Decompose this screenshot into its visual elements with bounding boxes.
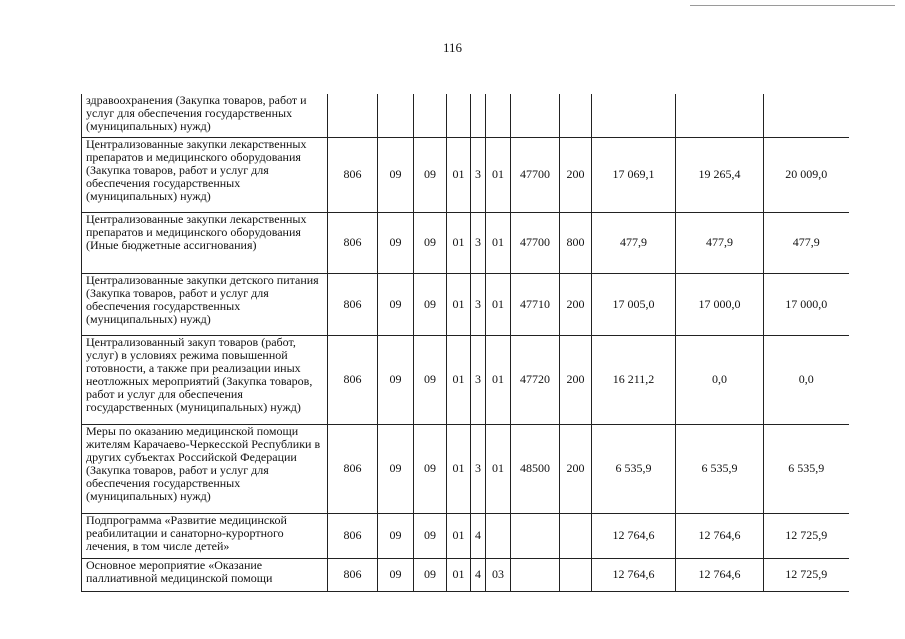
cell-admin-code: 806 [328, 212, 378, 273]
cell-section: 09 [378, 558, 414, 591]
row-name: Подпрограмма «Развитие медицинской реабилитации и санаторно-курортного лечения, в том числе детей» [82, 513, 328, 558]
cell-expense-type: 200 [560, 273, 592, 335]
cell-amount-2022: 477,9 [676, 212, 764, 273]
table-row [82, 513, 849, 558]
cell-subprogram: 3 [471, 212, 486, 273]
cell-direction: 47710 [511, 273, 560, 335]
cell-section: 09 [378, 335, 414, 424]
cell-amount-2023: 20 009,0 [764, 137, 849, 212]
cell-program: 01 [447, 558, 471, 591]
cell-amount-2023: 12 725,9 [764, 513, 849, 558]
cell-direction: 47700 [511, 137, 560, 212]
cell-subsection: 09 [414, 212, 447, 273]
budget-table [81, 94, 849, 592]
table-row [82, 558, 849, 591]
cell-amount-2022: 0,0 [676, 335, 764, 424]
cell-amount-2022: 17 000,0 [676, 273, 764, 335]
cell-section: 09 [378, 513, 414, 558]
cell-admin-code: 806 [328, 335, 378, 424]
cell-section: 09 [378, 212, 414, 273]
table-body [82, 94, 849, 591]
cell-section [378, 94, 414, 137]
cell-section: 09 [378, 137, 414, 212]
cell-direction: 47700 [511, 212, 560, 273]
cell-amount-2022 [676, 94, 764, 137]
cell-amount-2023: 0,0 [764, 335, 849, 424]
cell-amount-2023: 6 535,9 [764, 424, 849, 513]
cell-amount-2021: 17 005,0 [592, 273, 676, 335]
cell-measure: 01 [486, 137, 511, 212]
cell-expense-type: 200 [560, 424, 592, 513]
row-name: Меры по оказанию медицинской помощи жителям Карачаево-Черкесской Республики в других субъектах Российской Федерации (Закупка товаров, работ и услуг для обеспечения государственных (муниципальных) нужд) [82, 424, 328, 513]
cell-admin-code: 806 [328, 137, 378, 212]
cell-subsection: 09 [414, 335, 447, 424]
table-row [82, 212, 849, 273]
cell-measure: 01 [486, 212, 511, 273]
cell-expense-type: 200 [560, 335, 592, 424]
cell-program: 01 [447, 513, 471, 558]
page-number: 116 [442, 40, 463, 55]
cell-program: 01 [447, 335, 471, 424]
row-name: Централизованные закупки детского питания (Закупка товаров, работ и услуг для обеспечения государственных (муниципальных) нужд) [82, 273, 328, 335]
cell-amount-2023: 12 725,9 [764, 558, 849, 591]
cell-amount-2022: 6 535,9 [676, 424, 764, 513]
cell-amount-2021: 12 764,6 [592, 513, 676, 558]
row-name: Централизованные закупки лекарственных препаратов и медицинского оборудования (Закупка товаров, работ и услуг для обеспечения государственных (муниципальных) нужд) [82, 137, 328, 212]
table-row [82, 137, 849, 212]
cell-subsection: 09 [414, 137, 447, 212]
cell-amount-2021: 477,9 [592, 212, 676, 273]
cell-amount-2022: 12 764,6 [676, 558, 764, 591]
cell-subsection: 09 [414, 513, 447, 558]
cell-amount-2021: 17 069,1 [592, 137, 676, 212]
cell-expense-type [560, 558, 592, 591]
cell-amount-2021: 12 764,6 [592, 558, 676, 591]
cell-subsection: 09 [414, 558, 447, 591]
row-name: Централизованные закупки лекарственных препаратов и медицинского оборудования (Иные бюджетные ассигнования) [82, 212, 328, 273]
cell-amount-2023 [764, 94, 849, 137]
cell-section: 09 [378, 424, 414, 513]
cell-amount-2021 [592, 94, 676, 137]
table-row [82, 424, 849, 513]
cell-measure [486, 513, 511, 558]
cell-direction [511, 94, 560, 137]
row-name: Централизованный закуп товаров (работ, услуг) в условиях режима повышенной готовности, а также при реализации иных неотложных мероприятий (Закупка товаров, работ и услуг для обеспечения государственных (муниципальных) нужд) [82, 335, 328, 424]
cell-amount-2022: 19 265,4 [676, 137, 764, 212]
cell-expense-type: 200 [560, 137, 592, 212]
cell-amount-2023: 477,9 [764, 212, 849, 273]
cell-measure: 03 [486, 558, 511, 591]
cell-program: 01 [447, 273, 471, 335]
cell-measure: 01 [486, 335, 511, 424]
table-row [82, 335, 849, 424]
cell-subprogram: 4 [471, 513, 486, 558]
cell-program: 01 [447, 424, 471, 513]
top-edge-line [690, 5, 895, 6]
cell-admin-code: 806 [328, 273, 378, 335]
cell-program: 01 [447, 137, 471, 212]
cell-measure [486, 94, 511, 137]
cell-subsection: 09 [414, 273, 447, 335]
cell-admin-code: 806 [328, 513, 378, 558]
row-name: здравоохранения (Закупка товаров, работ и услуг для обеспечения государственных (муниципальных) нужд) [82, 94, 328, 137]
cell-program [447, 94, 471, 137]
cell-amount-2023: 17 000,0 [764, 273, 849, 335]
cell-subsection: 09 [414, 424, 447, 513]
cell-expense-type: 800 [560, 212, 592, 273]
row-name: Основное мероприятие «Оказание паллиативной медицинской помощи [82, 558, 328, 591]
cell-program: 01 [447, 212, 471, 273]
cell-measure: 01 [486, 273, 511, 335]
cell-amount-2021: 16 211,2 [592, 335, 676, 424]
cell-subprogram: 3 [471, 273, 486, 335]
cell-admin-code: 806 [328, 424, 378, 513]
cell-amount-2022: 12 764,6 [676, 513, 764, 558]
cell-expense-type [560, 513, 592, 558]
cell-subsection [414, 94, 447, 137]
cell-admin-code [328, 94, 378, 137]
cell-amount-2021: 6 535,9 [592, 424, 676, 513]
cell-subprogram: 3 [471, 137, 486, 212]
cell-subprogram [471, 94, 486, 137]
cell-direction: 48500 [511, 424, 560, 513]
cell-direction: 47720 [511, 335, 560, 424]
cell-section: 09 [378, 273, 414, 335]
cell-expense-type [560, 94, 592, 137]
cell-subprogram: 3 [471, 335, 486, 424]
cell-direction [511, 513, 560, 558]
cell-measure: 01 [486, 424, 511, 513]
cell-direction [511, 558, 560, 591]
cell-subprogram: 4 [471, 558, 486, 591]
table-row [82, 94, 849, 137]
cell-subprogram: 3 [471, 424, 486, 513]
table-row [82, 273, 849, 335]
cell-admin-code: 806 [328, 558, 378, 591]
